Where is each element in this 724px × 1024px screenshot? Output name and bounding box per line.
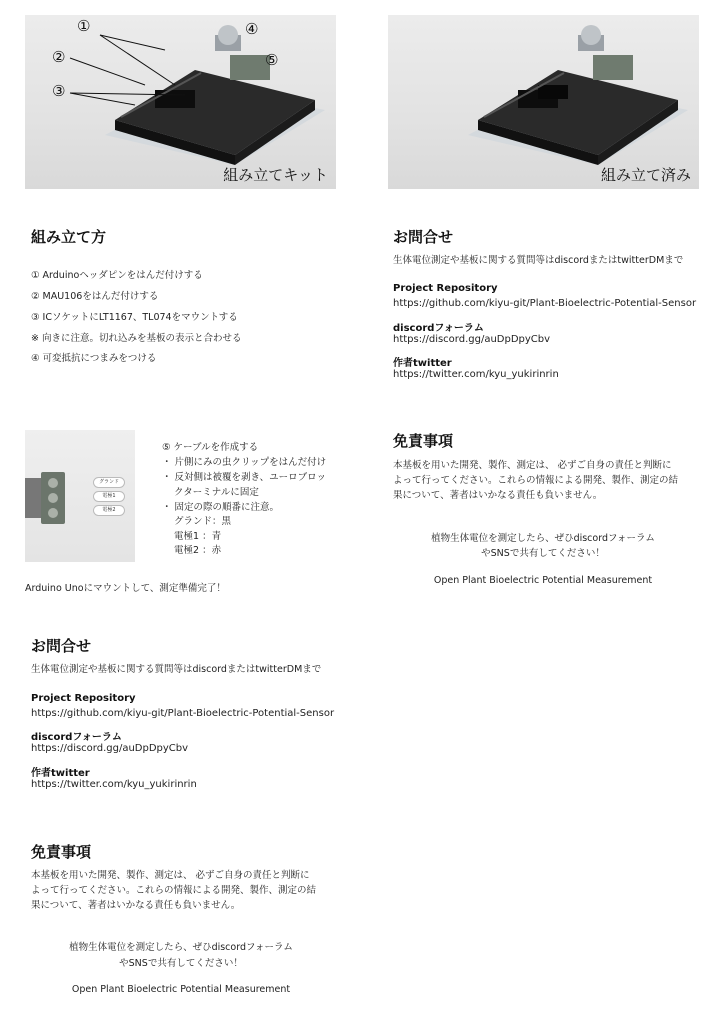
project-name-left: Open Plant Bioelectric Potential Measurement — [71, 984, 291, 995]
twitter-link-right[interactable]: https://twitter.com/kyu_yukirinrin — [393, 369, 559, 380]
cable-step-3: ・ 固定の際の順番に注意。 — [162, 502, 280, 513]
twitter-link-left[interactable]: https://twitter.com/kyu_yukirinrin — [31, 779, 197, 790]
assembly-title: 組み立て方 — [31, 228, 107, 246]
cable-color-ground: グランド：黒 — [174, 516, 232, 527]
share-line-2-right: やSNSで共有してください！ — [481, 548, 605, 559]
share-line-1-left: 植物生体電位を測定したら、ぜひdiscordフォーラム — [69, 942, 293, 953]
tag-ground: グランド — [93, 477, 125, 488]
twitter-label-right: 作者twitter — [393, 358, 452, 369]
cable-step-1: ・ 片側にみの虫クリップをはんだ付け — [162, 457, 327, 468]
assembly-step-3: ③ ICソケットにLT1167、TL074をマウントする — [31, 312, 238, 323]
tag-electrode-1: 電極1 — [93, 491, 125, 502]
kit-photo — [25, 15, 336, 189]
contact-intro-right: 生体電位測定や基板に関する質問等はdiscordまたはtwitterDMまで — [393, 255, 684, 266]
repo-link-right[interactable]: https://github.com/kiyu-git/Plant-Bioelectric-Potential-Sensor — [393, 298, 697, 309]
contact-intro-left: 生体電位測定や基板に関する質問等はdiscordまたはtwitterDMまで — [31, 664, 322, 675]
disclaimer-line-2-right: よって行ってください。これらの情報による開発、製作、測定の結 — [393, 475, 679, 486]
assembly-step-2: ② MAU106をはんだ付けする — [31, 291, 159, 302]
discord-link-left[interactable]: https://discord.gg/auDpDpyCbv — [31, 743, 189, 754]
cable-step-2a: ・ 反対側は被覆を剥き、ユーロブロッ — [162, 472, 326, 483]
assembled-photo — [388, 15, 699, 189]
kit-photo-caption: 組み立てキット — [223, 166, 328, 184]
disclaimer-title-right: 免責事項 — [393, 432, 454, 450]
mount-finish-text: Arduino Unoにマウントして、測定準備完了！ — [25, 583, 226, 594]
contact-title-left: お問合せ — [31, 637, 92, 655]
kit-marker-4: ④ — [245, 20, 259, 38]
disclaimer-line-1-left: 本基板を用いた開発、製作、測定は、 必ずご自身の責任と判断に — [31, 870, 310, 881]
assembled-board-illustration — [388, 15, 699, 189]
assembly-step-4: ④ 可変抵抗につまみをつける — [31, 353, 157, 364]
kit-marker-2: ② — [52, 48, 66, 66]
cable-photo — [25, 430, 135, 562]
disclaimer-line-3-left: 果について、著者はいかなる責任も負いません。 — [31, 900, 241, 911]
kit-marker-1: ① — [77, 17, 91, 35]
share-line-2-left: やSNSで共有してください！ — [119, 958, 243, 969]
repo-label-right: Project Repository — [393, 283, 498, 294]
kit-marker-3: ③ — [52, 82, 66, 100]
cable-color-electrode-2: 電極2 ：赤 — [174, 545, 222, 556]
disclaimer-line-3-right: 果について、著者はいかなる責任も負いません。 — [393, 490, 603, 501]
contact-title-right: お問合せ — [393, 228, 454, 246]
repo-label-left: Project Repository — [31, 693, 136, 704]
tag-electrode-2: 電極2 — [93, 505, 125, 516]
disclaimer-line-1-right: 本基板を用いた開発、製作、測定は、 必ずご自身の責任と判断に — [393, 460, 672, 471]
twitter-label-left: 作者twitter — [31, 768, 90, 779]
assembly-step-note: ※ 向きに注意。切れ込みを基板の表示と合わせる — [31, 333, 242, 344]
project-name-right: Open Plant Bioelectric Potential Measurement — [433, 575, 653, 586]
discord-link-right[interactable]: https://discord.gg/auDpDpyCbv — [393, 334, 551, 345]
cable-color-electrode-1: 電極1 ：青 — [174, 531, 222, 542]
discord-label-left: discordフォーラム — [31, 732, 122, 743]
disclaimer-line-2-left: よって行ってください。これらの情報による開発、製作、測定の結 — [31, 885, 317, 896]
repo-link-left[interactable]: https://github.com/kiyu-git/Plant-Bioelectric-Potential-Sensor — [31, 708, 335, 719]
assembled-photo-caption: 組み立て済み — [600, 166, 691, 184]
assembly-step-1: ① Arduinoヘッダピンをはんだ付けする — [31, 270, 203, 281]
kit-board-illustration — [25, 15, 336, 189]
disclaimer-title-left: 免責事項 — [31, 843, 92, 861]
share-line-1-right: 植物生体電位を測定したら、ぜひdiscordフォーラム — [431, 533, 655, 544]
discord-label-right: discordフォーラム — [393, 323, 484, 334]
kit-marker-5: ⑤ — [265, 51, 279, 69]
cable-step-title: ⑤ ケーブルを作成する — [162, 442, 259, 453]
cable-step-2b: クターミナルに固定 — [174, 487, 259, 498]
